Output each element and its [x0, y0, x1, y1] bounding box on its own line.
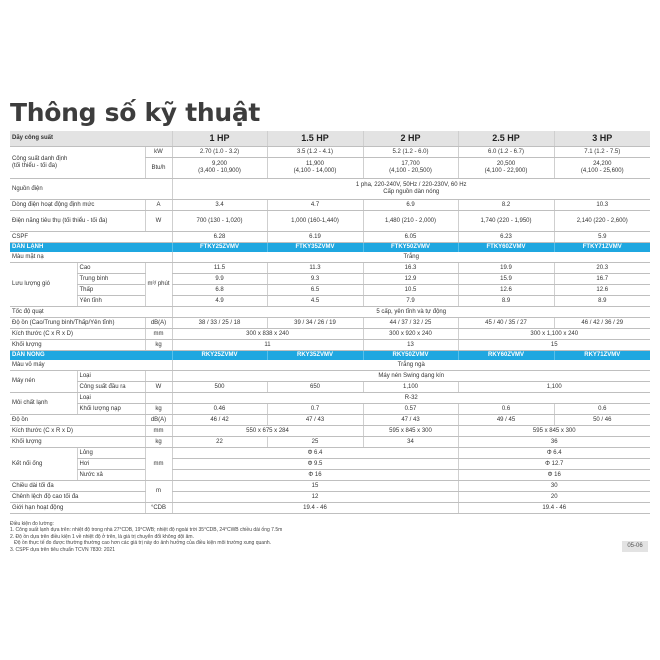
outdoor-band-label: DÀN NÓNG — [10, 351, 172, 361]
cspf-row — [10, 232, 650, 243]
pin-5: 2,140 (220 - 2,600) — [554, 211, 650, 232]
pipe-drain-label: Nước xả — [77, 470, 145, 481]
airflow-value: 19.9 — [458, 263, 554, 274]
unit-dba: dB(A) — [145, 318, 172, 329]
power-note: Cấp nguồn dàn nóng — [383, 189, 440, 195]
indoor-dim-label: Kích thước (C x R x D) — [10, 329, 145, 340]
airflow-value: 16.3 — [363, 263, 458, 274]
indoor-band — [10, 243, 650, 253]
cspf-1: 6.28 — [172, 232, 267, 243]
footnote: 3. CSPF dựa trên tiêu chuẩn TCVN 7830: 2021 — [10, 546, 115, 553]
outdoor-noise-1: 46 / 42 — [172, 415, 267, 426]
cur-4: 8.2 — [458, 200, 554, 211]
cspf-4: 6.23 — [458, 232, 554, 243]
airflow-value: 20.3 — [554, 263, 650, 274]
operating-range-1: 19.4 - 46 — [172, 503, 458, 514]
indoor-dim-row — [10, 329, 650, 340]
airflow-row — [10, 263, 650, 274]
indoor-mass-2: 13 — [363, 340, 458, 351]
pipe-liquid-1: Φ 6.4 — [172, 448, 458, 459]
current-row — [10, 200, 650, 211]
pipe-drain-1: Φ 16 — [172, 470, 458, 481]
pipe-length-1: 15 — [172, 481, 458, 492]
cap-btu-3-value: 17,700 — [401, 161, 420, 167]
airflow-value: 10.5 — [363, 285, 458, 296]
airflow-row — [10, 274, 650, 285]
power-input-row — [10, 211, 650, 232]
indoor-model-4: FTKY60ZVMV — [458, 243, 554, 253]
pipe-length-row — [10, 481, 650, 492]
pipe-length-label: Chiều dài tối đa — [10, 481, 145, 492]
pipe-length-2: 30 — [458, 481, 650, 492]
outdoor-noise-4: 49 / 45 — [458, 415, 554, 426]
operating-range-row — [10, 503, 650, 514]
airflow-value: 12.6 — [554, 285, 650, 296]
airflow-value: 7.9 — [363, 296, 458, 307]
page-title: Thông số kỹ thuật — [10, 98, 261, 127]
casing-color-value: Trắng ngà — [172, 360, 650, 371]
refrigerant-type-label: Loại — [77, 393, 145, 404]
footnote: Điều kiện đo lường: — [10, 521, 54, 527]
pin-1: 700 (130 - 1,020) — [172, 211, 267, 232]
outdoor-noise-2: 47 / 43 — [267, 415, 363, 426]
airflow-value: 6.5 — [267, 285, 363, 296]
outdoor-noise-3: 47 / 43 — [363, 415, 458, 426]
ref-charge-4: 0.6 — [458, 404, 554, 415]
spec-table — [10, 131, 650, 514]
outdoor-mass-label: Khối lượng — [10, 437, 145, 448]
airflow-value: 12.9 — [363, 274, 458, 285]
outdoor-model-2: RKY35ZVMV — [267, 351, 363, 361]
unit-kg: kg — [145, 437, 172, 448]
page-number: 05-06 — [622, 541, 648, 552]
outdoor-dim-1: 550 x 675 x 284 — [172, 426, 363, 437]
hp-3: 3 HP — [554, 131, 650, 147]
ref-charge-5: 0.6 — [554, 404, 650, 415]
pipe-height-2: 20 — [458, 492, 650, 503]
indoor-noise-3: 44 / 37 / 32 / 25 — [363, 318, 458, 329]
compressor-output-label: Công suất đầu ra — [77, 382, 145, 393]
indoor-mass-label: Khối lượng — [10, 340, 145, 351]
cap-btu-5-range: (4,100 - 25,600) — [580, 168, 624, 174]
unit-mm: mm — [145, 448, 172, 481]
compressor-type-row — [10, 371, 650, 382]
indoor-dim-1: 300 x 838 x 240 — [172, 329, 363, 340]
outdoor-model-1: RKY25ZVMV — [172, 351, 267, 361]
cap-btu-3-range: (4,100 - 20,500) — [389, 168, 432, 174]
unit-mm: mm — [145, 426, 172, 437]
refrigerant-charge-row — [10, 404, 650, 415]
outdoor-mass-4: 36 — [458, 437, 650, 448]
refrigerant-label: Môi chất lạnh — [10, 393, 77, 415]
pipe-height-label: Chênh lệch độ cao tối đa — [10, 492, 145, 503]
capacity-kw-row — [10, 147, 650, 158]
capacity-label — [10, 147, 145, 179]
cap-btu-4-value: 20,500 — [496, 161, 516, 167]
cap-btu-2 — [267, 158, 363, 179]
cap-btu-1-range: (3,400 - 10,900) — [198, 168, 241, 174]
capacity-title: Công suất danh định — [12, 155, 68, 162]
cap-btu-2-value: 11,900 — [306, 161, 324, 167]
cap-btu-4 — [458, 158, 554, 179]
airflow-value: 8.9 — [554, 296, 650, 307]
airflow-value: 16.7 — [554, 274, 650, 285]
outdoor-mass-2: 25 — [267, 437, 363, 448]
pipe-gas-label: Hơi — [77, 459, 145, 470]
outdoor-noise-label: Độ ồn — [10, 415, 145, 426]
refrigerant-charge-label: Khối lượng nạp — [77, 404, 145, 415]
panel-color-row — [10, 252, 650, 263]
indoor-noise-2: 39 / 34 / 26 / 19 — [267, 318, 363, 329]
outdoor-noise-row — [10, 415, 650, 426]
pipe-height-1: 12 — [172, 492, 458, 503]
compressor-type-value: Máy nén Swing dạng kín — [172, 371, 650, 382]
airflow-value: 9.3 — [267, 274, 363, 285]
pin-3: 1,480 (210 - 2,000) — [363, 211, 458, 232]
operating-range-2: 19.4 - 46 — [458, 503, 650, 514]
indoor-dim-3: 300 x 1,100 x 240 — [458, 329, 650, 340]
casing-color-label: Màu vỏ máy — [10, 360, 172, 371]
ref-charge-3: 0.57 — [363, 404, 458, 415]
pipe-drain-row — [10, 470, 650, 481]
unit-w: W — [145, 211, 172, 232]
airflow-value: 15.9 — [458, 274, 554, 285]
operating-range-label: Giới hạn hoạt động — [10, 503, 145, 514]
indoor-model-1: FTKY25ZVMV — [172, 243, 267, 253]
airflow-level: Trung bình — [77, 274, 145, 285]
ref-charge-1: 0.46 — [172, 404, 267, 415]
indoor-model-2: FTKY35ZVMV — [267, 243, 363, 253]
airflow-level: Thấp — [77, 285, 145, 296]
refrigerant-type-row — [10, 393, 650, 404]
unit-cdb: °CDB — [145, 503, 172, 514]
cap-kw-5: 7.1 (1.2 - 7.5) — [554, 147, 650, 158]
indoor-noise-5: 46 / 42 / 36 / 29 — [554, 318, 650, 329]
unit-dba: dB(A) — [145, 415, 172, 426]
indoor-noise-4: 45 / 40 / 35 / 27 — [458, 318, 554, 329]
airflow-unit: m³/ phút — [145, 263, 172, 307]
cap-btu-1 — [172, 158, 267, 179]
cap-btu-1-value: 9,200 — [211, 161, 227, 167]
footnotes — [10, 521, 282, 553]
airflow-value: 8.9 — [458, 296, 554, 307]
indoor-band-label: DÀN LẠNH — [10, 243, 172, 253]
indoor-mass-1: 11 — [172, 340, 363, 351]
indoor-noise-row — [10, 318, 650, 329]
current-label: Dòng điện hoạt động định mức — [10, 200, 145, 211]
pin-4: 1,740 (220 - 1,950) — [458, 211, 554, 232]
pipe-liquid-row — [10, 448, 650, 459]
outdoor-dim-2: 595 x 845 x 300 — [363, 426, 458, 437]
cap-kw-3: 5.2 (1.2 - 6.0) — [363, 147, 458, 158]
empty-unit — [145, 371, 172, 382]
cur-3: 6.9 — [363, 200, 458, 211]
fan-speed-value: 5 cấp, yên tĩnh và tự động — [172, 307, 650, 318]
airflow-level: Cao — [77, 263, 145, 274]
unit-mm: mm — [145, 329, 172, 340]
compressor-type-label: Loại — [77, 371, 145, 382]
hp-1-5: 1.5 HP — [267, 131, 363, 147]
header-label: Dãy công suất — [10, 131, 172, 147]
cspf-2: 6.19 — [267, 232, 363, 243]
pipe-drain-2: Φ 16 — [458, 470, 650, 481]
compressor-output-row — [10, 382, 650, 393]
power-value — [172, 179, 650, 200]
casing-color-row — [10, 360, 650, 371]
cur-5: 10.3 — [554, 200, 650, 211]
outdoor-mass-3: 34 — [363, 437, 458, 448]
outdoor-mass-1: 22 — [172, 437, 267, 448]
outdoor-mass-row — [10, 437, 650, 448]
pin-label: Điện năng tiêu thụ (tối thiểu - tối đa) — [10, 211, 145, 232]
comp-out-4: 1,100 — [458, 382, 650, 393]
empty-unit — [145, 393, 172, 404]
airflow-value: 11.5 — [172, 263, 267, 274]
cspf-5: 5.9 — [554, 232, 650, 243]
cap-btu-5 — [554, 158, 650, 179]
cap-kw-1: 2.70 (1.0 - 3.2) — [172, 147, 267, 158]
airflow-value: 12.6 — [458, 285, 554, 296]
indoor-model-3: FTKY50ZVMV — [363, 243, 458, 253]
outdoor-model-4: RKY60ZVMV — [458, 351, 554, 361]
fan-speed-label: Tốc độ quạt — [10, 307, 172, 318]
airflow-value: 9.9 — [172, 274, 267, 285]
outdoor-model-3: RKY50ZVMV — [363, 351, 458, 361]
indoor-dim-2: 300 x 920 x 240 — [363, 329, 458, 340]
airflow-value: 4.5 — [267, 296, 363, 307]
panel-color-value: Trắng — [172, 252, 650, 263]
cur-2: 4.7 — [267, 200, 363, 211]
cap-btu-5-value: 24,200 — [593, 161, 612, 167]
outdoor-noise-5: 50 / 46 — [554, 415, 650, 426]
power-label: Nguồn điện — [10, 179, 172, 200]
compressor-label: Máy nén — [10, 371, 77, 393]
outdoor-band — [10, 351, 650, 361]
cur-1: 3.4 — [172, 200, 267, 211]
cap-btu-4-range: (4,100 - 22,900) — [484, 168, 528, 174]
ref-charge-2: 0.7 — [267, 404, 363, 415]
unit-w: W — [145, 382, 172, 393]
panel-color-label: Màu mặt nạ — [10, 252, 172, 263]
cap-kw-2: 3.5 (1.2 - 4.1) — [267, 147, 363, 158]
unit-btu: Btu/h — [145, 158, 172, 179]
cap-btu-2-range: (4,100 - 14,000) — [293, 168, 337, 174]
hp-2: 2 HP — [363, 131, 458, 147]
pipe-gas-row — [10, 459, 650, 470]
footnote: Độ ồn thực tế đo được thường thường cao hơn các giá trị này do ảnh hưởng của điều kiện môi trường xung quanh. — [10, 540, 272, 547]
footnote: 2. Độ ồn dựa trên điều kiện 1 về nhiệt độ ở trên, là giá trị chuyển đổi không dội âm. — [10, 533, 194, 540]
unit-kw: kW — [145, 147, 172, 158]
power-spec: 1 pha, 220-240V, 50Hz / 220-230V, 60 Hz — [355, 182, 467, 188]
outdoor-model-5: RKY71ZVMV — [554, 351, 650, 361]
cspf-3: 6.05 — [363, 232, 458, 243]
comp-out-1: 500 — [172, 382, 267, 393]
unit-m: m — [145, 481, 172, 503]
airflow-value: 4.9 — [172, 296, 267, 307]
hp-2-5: 2.5 HP — [458, 131, 554, 147]
airflow-row — [10, 296, 650, 307]
airflow-row — [10, 285, 650, 296]
refrigerant-type-value: R-32 — [172, 393, 650, 404]
cap-kw-4: 6.0 (1.2 - 6.7) — [458, 147, 554, 158]
airflow-value: 6.8 — [172, 285, 267, 296]
piping-label: Kết nối ống — [10, 448, 77, 481]
indoor-mass-3: 15 — [458, 340, 650, 351]
outdoor-dim-row — [10, 426, 650, 437]
unit-kg: kg — [145, 404, 172, 415]
pin-2: 1,000 (160-1,440) — [267, 211, 363, 232]
pipe-gas-1: Φ 9.5 — [172, 459, 458, 470]
outdoor-dim-3: 595 x 845 x 300 — [458, 426, 650, 437]
power-supply-row — [10, 179, 650, 200]
indoor-noise-label: Độ ồn (Cao/Trung bình/Thấp/Yên tĩnh) — [10, 318, 145, 329]
airflow-label: Lưu lượng gió — [10, 263, 77, 307]
comp-out-3: 1,100 — [363, 382, 458, 393]
header-row — [10, 131, 650, 147]
indoor-model-5: FTKY71ZVMV — [554, 243, 650, 253]
unit-a: A — [145, 200, 172, 211]
pipe-liquid-2: Φ 6.4 — [458, 448, 650, 459]
footnote: 1. Công suất lạnh dựa trên: nhiệt độ trong nhà 27°CDB, 19°CWB; nhiệt độ ngoài trời 35°CDB, 24°CWB chiều dài ống 7.5m — [10, 527, 283, 534]
indoor-noise-1: 38 / 33 / 25 / 18 — [172, 318, 267, 329]
unit-kg: kg — [145, 340, 172, 351]
outdoor-dim-label: Kích thước (C x R x D) — [10, 426, 145, 437]
indoor-mass-row — [10, 340, 650, 351]
capacity-subtitle: (tối thiểu - tối đa) — [12, 162, 58, 169]
pipe-height-row — [10, 492, 650, 503]
fan-speed-row — [10, 307, 650, 318]
pipe-liquid-label: Lỏng — [77, 448, 145, 459]
airflow-value: 11.3 — [267, 263, 363, 274]
pipe-gas-2: Φ 12.7 — [458, 459, 650, 470]
hp-1: 1 HP — [172, 131, 267, 147]
cspf-label: CSPF — [10, 232, 172, 243]
cap-btu-3 — [363, 158, 458, 179]
comp-out-2: 650 — [267, 382, 363, 393]
airflow-level: Yên tĩnh — [77, 296, 145, 307]
